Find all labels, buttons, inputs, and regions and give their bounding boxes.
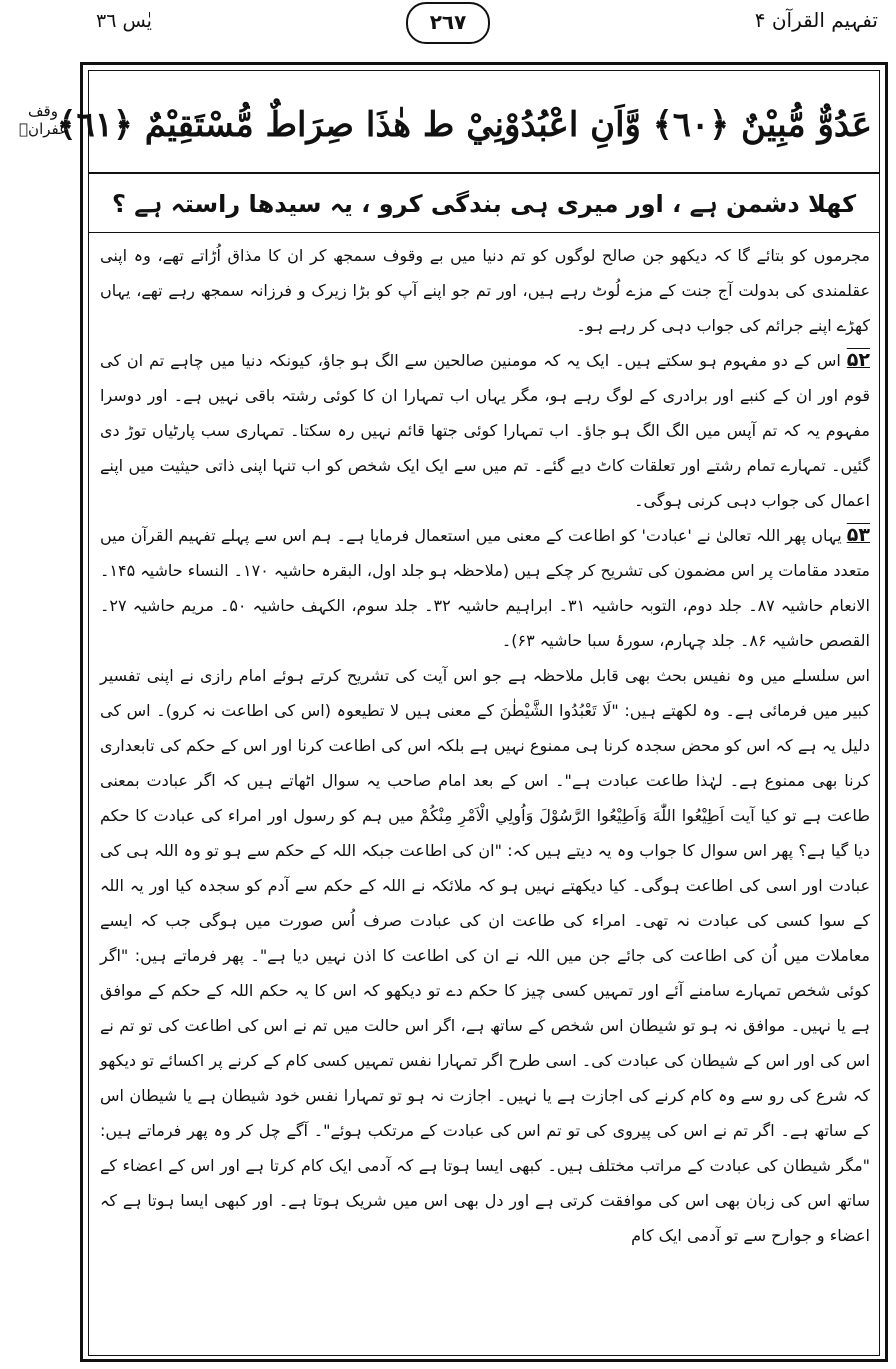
verse-divider (88, 172, 880, 174)
arabic-verse: عَدُوٌّ مُّبِيْنٌ ﴿٦٠﴾ وَّاَنِ اعْبُدُوْنِيْ ط هٰذَا صِرَاطٌ مُّسْتَقِيْمٌ ﴿٦١﴾ (56, 105, 872, 145)
commentary-note-52 (100, 343, 870, 518)
translation-divider (88, 232, 880, 233)
running-title-surah: یٰس ۳٦ (96, 10, 152, 32)
commentary-paragraph: اس کے دو مفہوم ہو سکتے ہیں۔ ایک یہ کہ مومنین صالحین سے الگ ہو جاؤ، کیونکہ دنیا میں چاہے تم ان کی قوم اور ان کے کنبے اور برادری کے لوگ رہے ہو، مگر یہاں اب تمہارا ان کا کوئی رشتہ باقی نہیں ہے۔ اور دوسرا مفہوم یہ کہ تم آپس میں الگ الگ ہو جاؤ۔ اب تمہارا کوئی جتھا قائم نہیں رہ سکتا۔ تمہاری سب پارٹیاں توڑ دی گئیں۔ تمہارے تمام رشتے اور تعلقات کاٹ دیے گئے۔ تم میں سے ایک ایک شخص کو اب تنہا اپنی ذاتی حیثیت میں اپنے اعمال کی جواب دہی کرنی ہوگی۔ (100, 351, 870, 510)
page-number: ٢٦٧ (406, 2, 490, 44)
verse-translation: کھلا دشمن ہے ، اور میری ہی بندگی کرو ، یہ سیدھا راستہ ہے ؟ (111, 190, 857, 218)
note-number: ۵۲ (846, 349, 870, 371)
commentary-paragraph: یہاں پھر اللہ تعالیٰ نے 'عبادت' کو اطاعت کے معنی میں استعمال فرمایا ہے۔ ہم اس سے پہلے تفہیم القرآن میں متعدد مقامات پر اس مضمون کی تشریح کر چکے ہیں (ملاحظہ ہو جلد اول، البقرہ حاشیہ ۱۷۰۔ النساء حاشیہ ۱۴۵۔ الانعام حاشیہ ۸۷۔ جلد دوم، التوبہ حاشیہ ۳۱۔ ابراہیم حاشیہ ۳۲۔ جلد سوم، الکہف حاشیہ ۵۰۔ مریم حاشیہ ۲۷۔ القصص حاشیہ ۸۶۔ جلد چہارم، سورۂ سبا حاشیہ ۶۳)۔ (100, 526, 871, 650)
commentary-paragraph: مجرموں کو بتائے گا کہ دیکھو جن صالح لوگوں کو تم دنیا میں بے وقوف سمجھ کر ان کا مذاق اُڑاتے تھے، وہ اپنی عقلمندی کی بدولت آج جنت کے مزے لُوٹ رہے ہیں، اور تم جو اپنے آپ کو بڑا زیرک و فرزانہ سمجھ رہے تھے، یہاں کھڑے اپنے جرائم کی جواب دہی کر رہے ہو۔ (100, 246, 870, 335)
commentary-paragraph: اس سلسلے میں وہ نفیس بحث بھی قابل ملاحظہ ہے جو اس آیت کی تشریح کرتے ہوئے امام رازی نے اپنی تفسیر کبیر میں فرمائی ہے۔ وہ لکھتے ہیں: "لَا تَعْبُدُوا الشَّيْطٰنَ کے معنی ہیں لا تطیعوہ (اس کی اطاعت نہ کرو)۔ اس کی دلیل یہ ہے کہ اس کو محض سجدہ کرنا ہی ممنوع نہیں ہے بلکہ اس کی اطاعت کرنا اور اس کے حکم کی تابعداری کرنا بھی ممنوع ہے۔ لہٰذا طاعت عبادت ہے"۔ اس کے بعد امام صاحب یہ سوال اٹھاتے ہیں کہ اگر عبادت بمعنی طاعت ہے تو کیا آیت اَطِيْعُوا اللّٰهَ وَاَطِيْعُوا الرَّسُوْلَ وَاُولِي الْاَمْرِ مِنْكُمْ میں ہم کو رسول اور امراء کی عبادت کا حکم دیا گیا ہے؟ پھر اس سوال کا جواب وہ یہ دیتے ہیں کہ: "ان کی اطاعت جبکہ اللہ کے حکم سے ہو تو وہ اللہ ہی کی عبادت اور اسی کی اطاعت ہوگی۔ کیا دیکھتے نہیں ہو کہ ملائکہ نے اللہ کے حکم سے آدم کو سجدہ کیا اور یہ اللہ کے سوا کسی کی عبادت نہ تھی۔ امراء کی طاعت ان کی عبادت صرف اُس صورت میں ہوگی جب کہ ایسے معاملات میں اُن کی اطاعت کی جائے جن میں اللہ نے ان کی اطاعت کا اذن نہیں دیا ہے"۔ پھر فرماتے ہیں: "اگر کوئی شخص تمہارے سامنے آئے اور تمہیں کسی چیز کا حکم دے تو دیکھو کہ اس کا یہ حکم اللہ کے حکم کے موافق ہے یا نہیں۔ موافق نہ ہو تو شیطان اس شخص کے ساتھ ہے، اگر اس حالت میں تم نے اس کی اطاعت کی تو تم نے اس کی اور اس کے شیطان کی عبادت کی۔ اسی طرح اگر تمہارا نفس تمہیں کسی کام کے کرنے پر اکسائے تو دیکھو کہ شرع کی رو سے وہ کام کرنے کی اجازت ہے یا نہیں۔ اجازت نہ ہو تو تمہارا نفس خود شیطان ہے یا شیطان اس کے ساتھ ہے۔ اگر تم نے اس کی پیروی کی تو تم اس کی عبادت کے مرتکب ہوئے"۔ آگے چل کر وہ پھر فرماتے ہیں: "مگر شیطان کی عبادت کے مراتب مختلف ہیں۔ کبھی ایسا ہوتا ہے کہ آدمی ایک کام کرتا ہے اور اس کے اعضاء کے ساتھ اس کی زبان بھی اس کی موافقت کرتی ہے اور دل بھی اس میں شریک ہوتا ہے۔ اور کبھی ایسا ہوتا ہے کہ اعضاء و جوارح سے تو آدمی ایک کام (100, 666, 871, 1245)
running-title-book: تفہیم القرآن ۴ (754, 8, 878, 32)
note-number: ۵۳ (846, 524, 870, 546)
margin-pause-note: وقف غفرانؑ (19, 102, 67, 138)
commentary-body (100, 238, 870, 1356)
commentary-note-53 (100, 518, 870, 658)
page-header (0, 0, 896, 62)
